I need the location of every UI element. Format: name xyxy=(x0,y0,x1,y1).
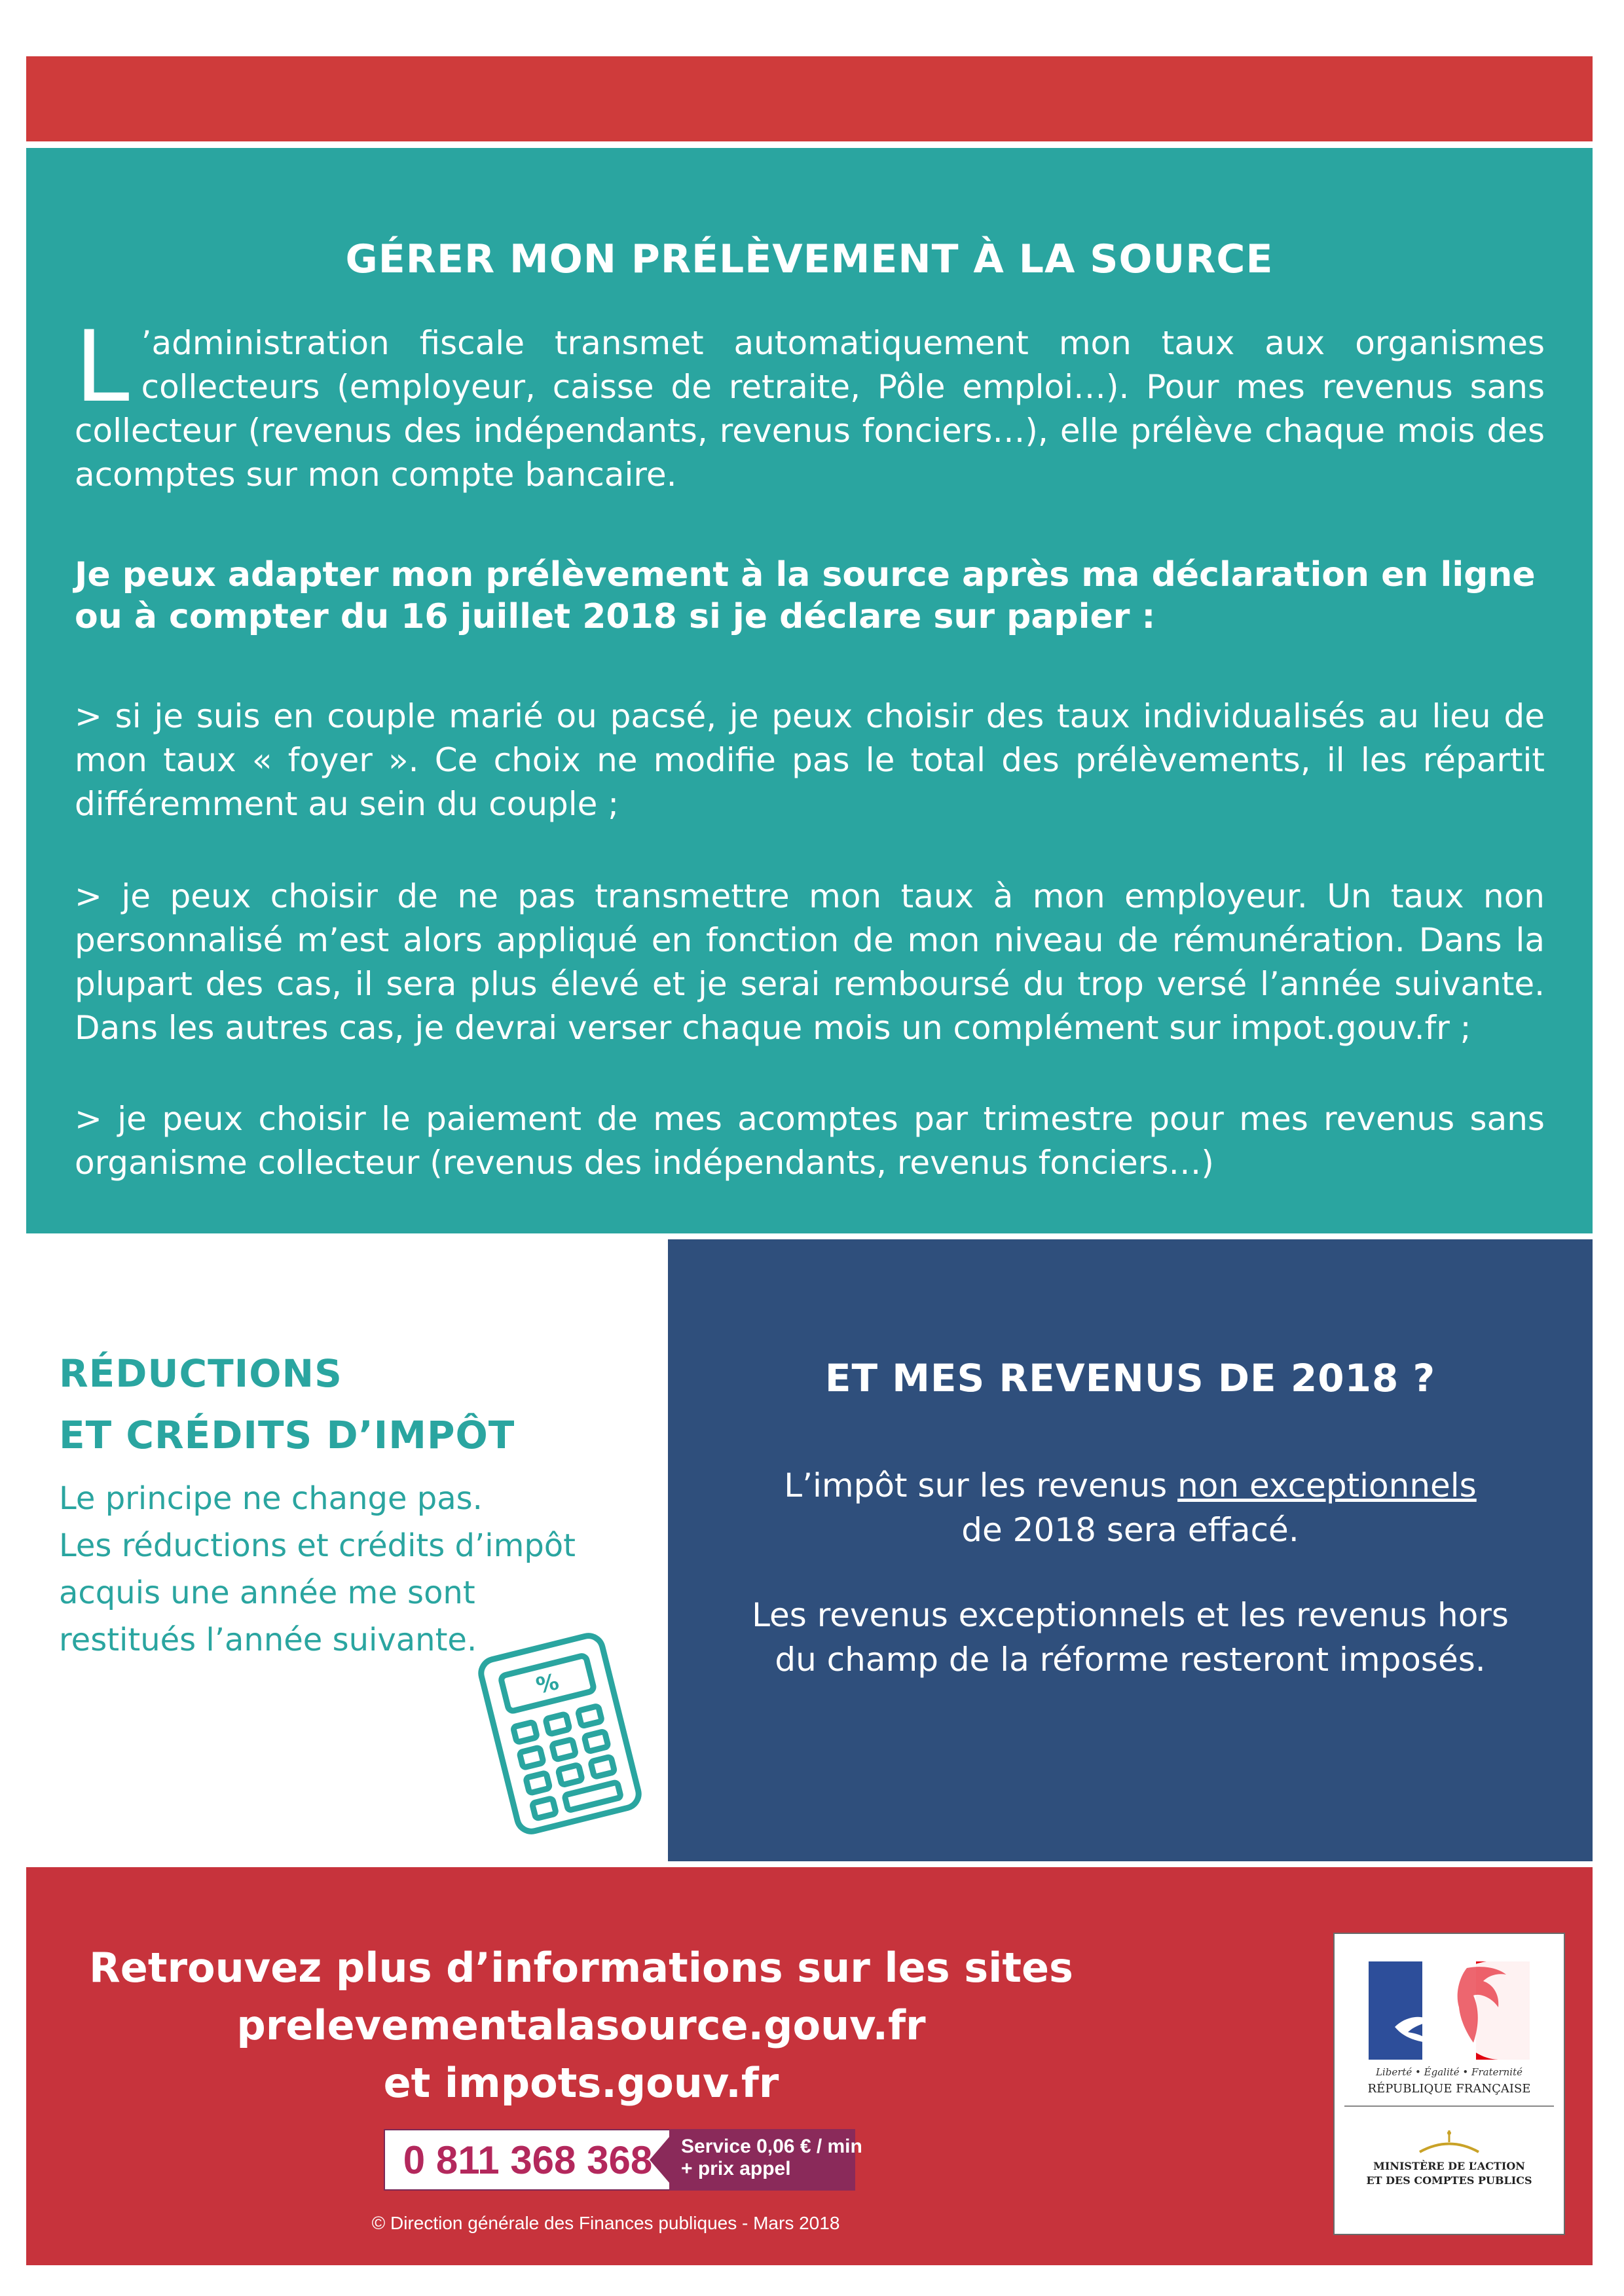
tag-arrow-icon xyxy=(650,2137,669,2183)
calculator-icon xyxy=(478,1632,642,1835)
revenus-underlined: non exceptionnels xyxy=(1177,1467,1477,1504)
phone-price-line: + prix appel xyxy=(681,2158,791,2179)
top-red-band xyxy=(26,56,1593,141)
reductions-text-line: Les réductions et crédits d’impôt xyxy=(59,1527,576,1564)
phone-number[interactable]: 0 811 368 368 xyxy=(403,2138,653,2182)
logo-divider xyxy=(1344,2105,1554,2107)
ministry-crest-icon xyxy=(1416,2129,1482,2155)
footer xyxy=(26,1867,1593,2265)
reductions-text-line: Le principe ne change pas. xyxy=(59,1480,483,1517)
intro-paragraph xyxy=(75,310,1545,497)
intro-text: ’administration fiscale transmet automatiquement mon taux aux organismes collecteurs (employeur, caisse de retraite, Pôle emploi…). Pour mes revenus sans collecteur (revenus des indépendants, revenus fonciers…), elle prélève chaque mois des acomptes sur mon compte bancaire. xyxy=(75,324,1545,494)
ministry-name xyxy=(1335,2159,1564,2188)
revenus-text-2-line1: Les revenus exceptionnels et les revenus hors xyxy=(752,1596,1509,1634)
republic-motto: Liberté • Égalité • Fraternité xyxy=(1375,2066,1523,2078)
reductions-title-line: ET CRÉDITS D’IMPÔT xyxy=(59,1413,515,1457)
revenus-2018-section xyxy=(668,1239,1593,1861)
footer-link-impots[interactable]: et impots.gouv.fr xyxy=(383,2059,779,2107)
bullet-trimestre: > je peux choisir le paiement de mes acomptes par trimestre pour mes revenus sans organisme collecteur (revenus des indépendants, revenus fonciers…) xyxy=(75,1100,1545,1182)
calculator-percent: % xyxy=(533,1668,562,1700)
phone-price-line: Service 0,06 € / min xyxy=(681,2136,862,2157)
drop-cap: L xyxy=(75,310,130,424)
phone-price-tag xyxy=(669,2129,862,2191)
reductions-title-line: RÉDUCTIONS xyxy=(59,1351,342,1396)
reductions-section xyxy=(26,1239,667,1861)
republic-name: RÉPUBLIQUE FRANÇAISE xyxy=(1367,2082,1531,2096)
footer-line: Retrouvez plus d’informations sur les sites xyxy=(89,1944,1073,1992)
revenus-title: ET MES REVENUS DE 2018 ? xyxy=(824,1356,1436,1400)
section-title: GÉRER MON PRÉLÈVEMENT À LA SOURCE xyxy=(345,236,1274,282)
revenus-text-1 xyxy=(668,1463,1593,1552)
copyright: © Direction générale des Finances publiques - Mars 2018 xyxy=(371,2213,840,2233)
reductions-title xyxy=(59,1343,515,1466)
reductions-text-line: acquis une année me sont xyxy=(59,1575,475,1611)
ministry-name-line: MINISTÈRE DE L’ACTION xyxy=(1373,2160,1525,2172)
footer-info xyxy=(26,1939,1136,2112)
revenus-text-2-line2: du champ de la réforme resteront imposés. xyxy=(775,1641,1486,1679)
bullet-couple: > si je suis en couple marié ou pacsé, je peux choisir des taux individualisés au lieu de mon taux « foyer ». Ce choix ne modifie pas le total des prélèvements, il les répartit différemment au sein du couple ; xyxy=(75,697,1545,823)
ministry-name-line: ET DES COMPTES PUBLICS xyxy=(1366,2174,1532,2187)
phone-box xyxy=(384,2129,672,2191)
reductions-text-line: restitués l’année suivante. xyxy=(59,1622,477,1658)
prelevement-section xyxy=(26,148,1593,1233)
revenus-text-1-start: L’impôt sur les revenus xyxy=(784,1467,1178,1504)
footer-link-prelevement[interactable]: prelevementalasource.gouv.fr xyxy=(236,2001,926,2049)
marianne-logo-icon xyxy=(1369,1961,1530,2060)
ministry-logo xyxy=(1333,1933,1565,2235)
revenus-text-1-line2: de 2018 sera effacé. xyxy=(961,1511,1299,1549)
bullet-employeur: > je peux choisir de ne pas transmettre mon taux à mon employeur. Un taux non personnalisé m’est alors appliqué en fonction de mon niveau de rémunération. Dans la plupart des cas, il sera plus élevé et je serai remboursé du trop versé l’année suivante. Dans les autres cas, je devrai verser chaque mois un complément sur impot.gouv.fr ; xyxy=(75,877,1545,1047)
bold-statement: Je peux adapter mon prélèvement à la source après ma déclaration en ligne ou à compter du 16 juillet 2018 si je déclare sur papier : xyxy=(75,555,1536,636)
revenus-text-2 xyxy=(668,1593,1593,1682)
phone-price-text xyxy=(681,2136,862,2180)
